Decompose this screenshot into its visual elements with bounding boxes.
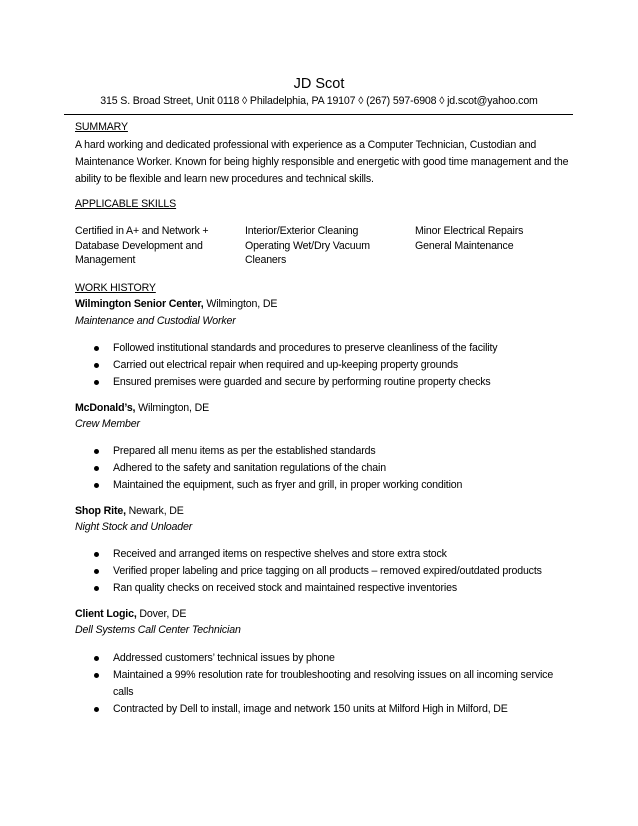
job-title: Crew Member	[75, 418, 140, 430]
skill-item: General Maintenance	[415, 239, 514, 252]
skill-item: Minor Electrical Repairs	[415, 225, 524, 237]
bullet-icon	[94, 656, 99, 661]
skill-item: Certified in A+ and Network +	[75, 225, 209, 237]
list-item: Received and arranged items on respective shelves and store extra stock	[75, 546, 575, 563]
job-duties-list	[75, 340, 575, 391]
header-divider	[64, 114, 573, 115]
skill-item: Cleaners	[245, 254, 287, 266]
job-employer-line	[75, 298, 277, 310]
employer-name: McDonald’s,	[75, 402, 136, 414]
bullet-icon	[94, 466, 99, 471]
job-title: Night Stock and Unloader	[75, 521, 193, 533]
employer-location: Dover, DE	[136, 608, 187, 620]
bullet-icon	[94, 363, 99, 368]
job-title: Maintenance and Custodial Worker	[75, 315, 236, 327]
job-employer-line	[75, 402, 209, 414]
list-item: Maintained a 99% resolution rate for troubleshooting and resolving issues on all incoming service calls	[75, 667, 575, 701]
employer-name: Client Logic,	[75, 608, 137, 620]
skills-heading: APPLICABLE SKILLS	[75, 198, 177, 210]
work-history-heading: WORK HISTORY	[75, 282, 156, 294]
contact-line: 315 S. Broad Street, Unit 0118 ◊ Philadelphia, PA 19107 ◊ (267) 597-6908 ◊ jd.scot@yahoo.com	[100, 95, 538, 107]
employer-name: Shop Rite,	[75, 505, 126, 517]
job-title: Dell Systems Call Center Technician	[75, 624, 241, 636]
list-item: Ensured premises were guarded and secure by performing routine property checks	[75, 374, 575, 391]
list-item: Prepared all menu items as per the established standards	[75, 443, 575, 460]
skill-item: Operating Wet/Dry Vacuum	[245, 239, 370, 252]
list-item: Carried out electrical repair when required and up-keeping property grounds	[75, 357, 575, 374]
bullet-icon	[94, 483, 99, 488]
list-item: Ran quality checks on received stock and maintained respective inventories	[75, 580, 575, 597]
skills-column-1	[75, 224, 235, 268]
skills-column-2	[245, 224, 405, 268]
bullet-icon	[94, 569, 99, 574]
summary-heading: SUMMARY	[75, 121, 128, 133]
skill-item: Management	[75, 254, 136, 266]
list-item: Maintained the equipment, such as fryer and grill, in proper working condition	[75, 477, 575, 494]
candidate-name: JD Scot	[293, 76, 345, 92]
bullet-icon	[94, 346, 99, 351]
job-duties-list	[75, 443, 575, 494]
job-duties-list	[75, 546, 575, 597]
list-item: Adhered to the safety and sanitation regulations of the chain	[75, 460, 575, 477]
list-item: Addressed customers’ technical issues by phone	[75, 650, 575, 667]
skill-item: Database Development and	[75, 239, 203, 252]
employer-location: Newark, DE	[125, 505, 184, 517]
skill-item: Interior/Exterior Cleaning	[245, 225, 359, 237]
job-duties-list	[75, 650, 575, 718]
list-item: Followed institutional standards and procedures to preserve cleanliness of the facility	[75, 340, 575, 357]
employer-name: Wilmington Senior Center,	[75, 298, 204, 310]
summary-text: A hard working and dedicated professional with experience as a Computer Technician, Custodian and Maintenance Worker. Known for being highly responsible and energetic with good time management and the ability to be flexible and learn new procedures and technical skills.	[75, 139, 569, 185]
list-item: Contracted by Dell to install, image and network 150 units at Milford High in Milford, DE	[75, 701, 575, 718]
employer-location: Wilmington, DE	[203, 298, 278, 310]
bullet-icon	[94, 586, 99, 591]
employer-location: Wilmington, DE	[135, 402, 210, 414]
bullet-icon	[94, 380, 99, 385]
bullet-icon	[94, 449, 99, 454]
job-employer-line	[75, 608, 186, 620]
bullet-icon	[94, 673, 99, 678]
job-employer-line	[75, 505, 184, 517]
skills-column-3	[415, 224, 585, 253]
bullet-icon	[94, 552, 99, 557]
bullet-icon	[94, 707, 99, 712]
list-item: Verified proper labeling and price tagging on all products – removed expired/outdated products	[75, 563, 575, 580]
